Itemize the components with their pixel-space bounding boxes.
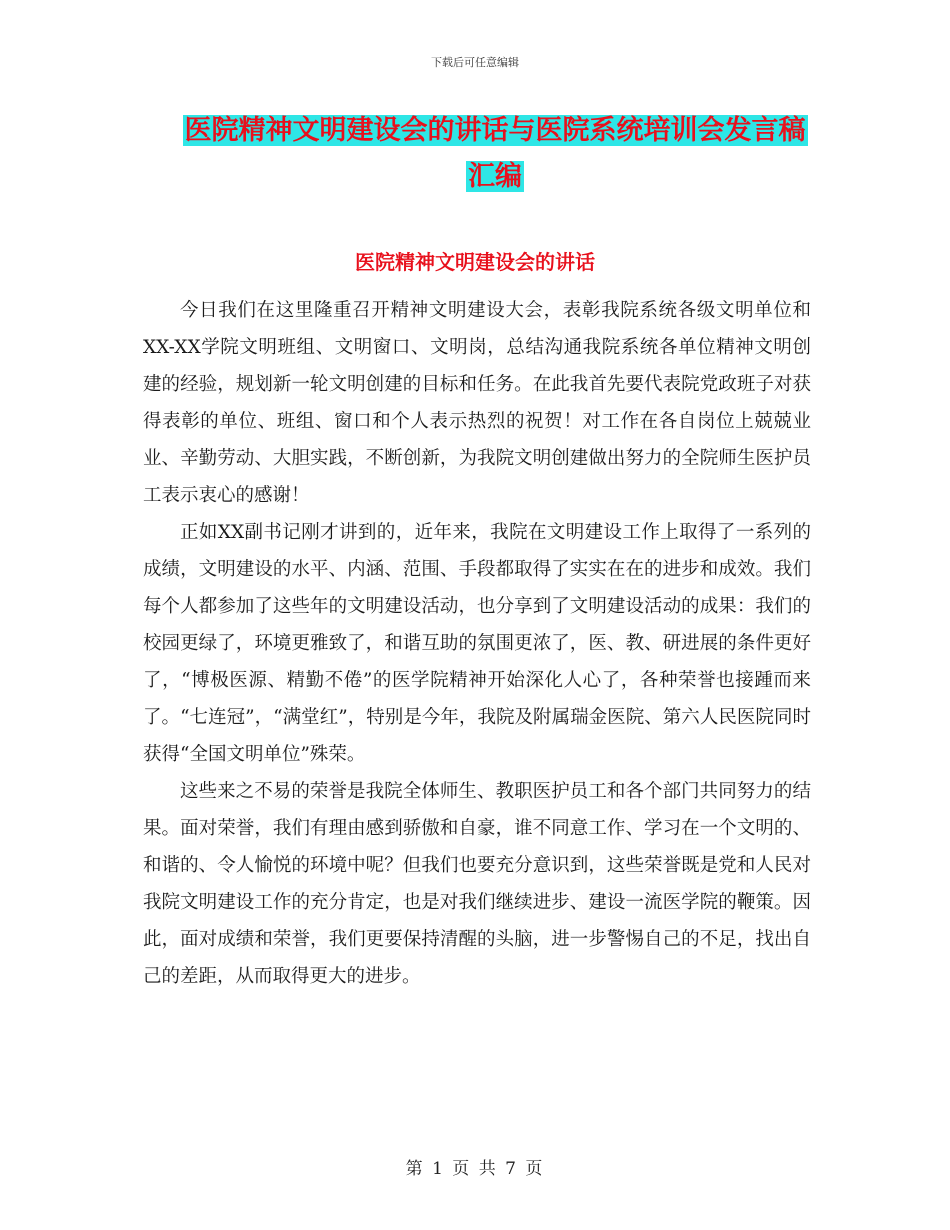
document-title-line-1: 医院精神文明建设会的讲话与医院系统培训会发言稿 [184,115,806,146]
body-text [143,292,811,995]
document-title-line-2: 汇编 [468,161,522,192]
paragraph-3: 这些来之不易的荣誉是我院全体师生、教职医护员工和各个部门共同努力的结果。面对荣誉，我们有理由感到骄傲和自豪，谁不同意工作、学习在一个文明的、和谐的、令人愉悦的环境中呢？但我们也要充分意识到，这些荣誉既是党和人民对我院文明建设工作的充分肯定，也是对我们继续进步、建设一流医学院的鞭策。因此，面对成绩和荣誉，我们更要保持清醒的头脑，进一步警惕自己的不足，找出自己的差距，从而取得更大的进步。 [143,781,811,987]
paragraph-2: 正如XX副书记刚才讲到的，近年来，我院在文明建设工作上取得了一系列的成绩，文明建设的水平、内涵、范围、手段都取得了实实在在的进步和成效。我们每个人都参加了这些年的文明建设活动，也分享到了文明建设活动的成果：我们的校园更绿了，环境更雅致了，和谐互助的氛围更浓了，医、教、研进展的条件更好了，“博极医源、精勤不倦”的医学院精神开始深化人心了，各种荣誉也接踵而来了。“七连冠”，“满堂红”，特别是今年，我院及附属瑞金医院、第六人民医院同时获得“全国文明单位”殊荣。 [143,522,811,765]
document-title [150,108,840,200]
section-title: 医院精神文明建设会的讲话 [355,250,595,274]
page-footer: 第 1 页 共 7 页 [405,1159,545,1179]
paragraph-1: 今日我们在这里隆重召开精神文明建设大会，表彰我院系统各级文明单位和XX-XX学院文明班组、文明窗口、文明岗，总结沟通我院系统各单位精神文明创建的经验，规划新一轮文明创建的目标和任务。在此我首先要代表院党政班子对获得表彰的单位、班组、窗口和个人表示热烈的祝贺！对工作在各自岗位上兢兢业业、辛勤劳动、大胆实践，不断创新，为我院文明创建做出努力的全院师生医护员工表示衷心的感谢！ [143,300,811,506]
header-note: 下载后可任意编辑 [431,56,519,69]
